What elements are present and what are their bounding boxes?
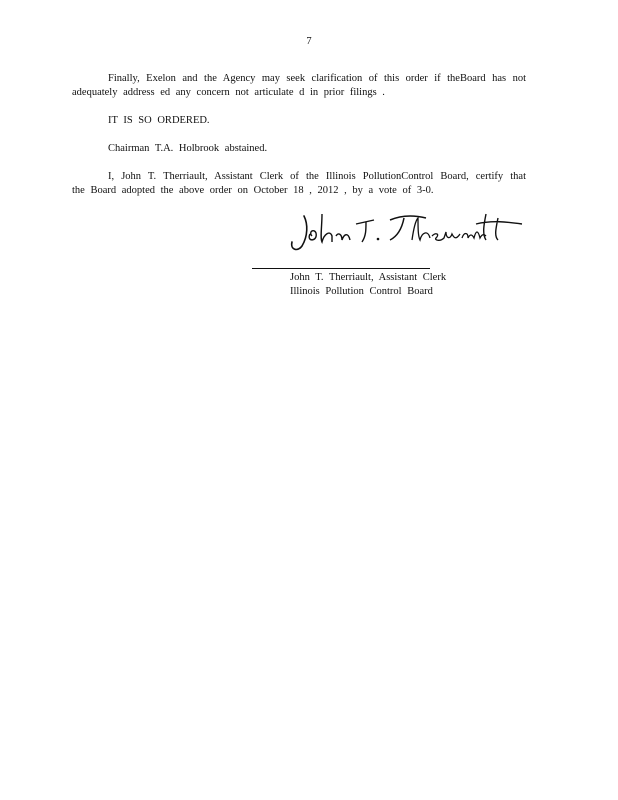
certification-line-1: I, John T. Therriault, Assistant Clerk of the Illinois PollutionControl Board, certify that	[108, 171, 526, 182]
page-number: 7	[306, 36, 312, 47]
clarification-line-1: Finally, Exelon and the Agency may seek clarification of this order if theBoard has not	[108, 73, 526, 84]
signer-organization: Illinois Pollution Control Board	[290, 286, 433, 297]
clarification-line-2: adequately address ed any concern not articulate d in prior filings .	[72, 87, 385, 98]
certification-paragraph	[72, 170, 526, 198]
certification-line-2: the Board adopted the above order on October 18 , 2012 , by a vote of 3-0.	[72, 185, 434, 196]
signature-line	[252, 268, 430, 269]
signer-name-title: John T. Therriault, Assistant Clerk	[290, 272, 447, 283]
signature-block	[290, 271, 446, 299]
handwritten-signature	[286, 206, 526, 256]
clarification-paragraph	[72, 72, 526, 100]
abstained-paragraph: Chairman T.A. Holbrook abstained.	[108, 143, 268, 154]
so-ordered-paragraph: IT IS SO ORDERED.	[108, 115, 210, 126]
